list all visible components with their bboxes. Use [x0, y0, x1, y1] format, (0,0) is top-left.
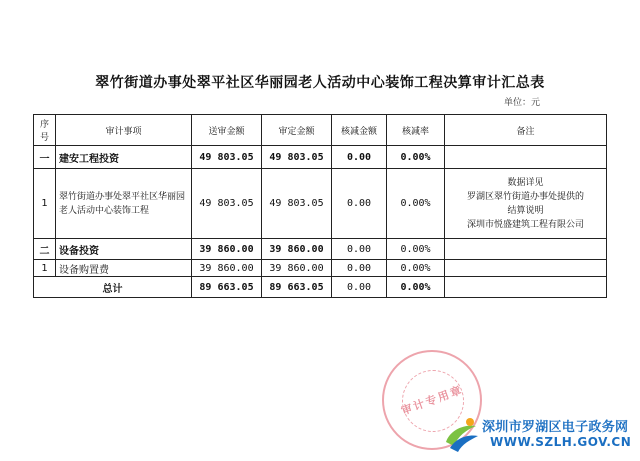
cell-item: 设备投资 [56, 239, 192, 260]
seal-text: 审计专用章 [399, 383, 465, 418]
remarks-line: 罗湖区翠竹街道办事处提供的 [466, 191, 584, 202]
szlh-logo-icon [440, 412, 482, 454]
cell-remarks [445, 239, 607, 260]
cell-remarks [445, 169, 607, 239]
cell-approved: 39 860.00 [262, 260, 332, 277]
cell-remarks [445, 277, 607, 298]
report-title: 翠竹街道办事处翠平社区华丽园老人活动中心装饰工程决算审计汇总表 [95, 75, 545, 91]
header-reduction: 核减金额 [332, 115, 387, 146]
cell-approved: 49 803.05 [262, 146, 332, 169]
remarks-line: 深圳市悦盛建筑工程有限公司 [466, 219, 584, 230]
table-row-total [34, 277, 607, 298]
cell-total-label: 总计 [34, 277, 192, 298]
table-row-equipment-section [34, 239, 607, 260]
cell-rate: 0.00% [387, 260, 445, 277]
cell-submitted: 39 860.00 [192, 260, 262, 277]
cell-seq: 1 [34, 169, 56, 239]
cell-rate: 0.00% [387, 146, 445, 169]
header-rate: 核减率 [387, 115, 445, 146]
unit-label: 单位：元 [504, 98, 541, 108]
cell-rate: 0.00% [387, 169, 445, 239]
table-header-row [34, 115, 607, 146]
table-row-decoration-project [34, 169, 607, 239]
audit-summary-table [33, 114, 607, 298]
cell-rate: 0.00% [387, 277, 445, 298]
cell-rate: 0.00% [387, 239, 445, 260]
header-approved: 审定金额 [262, 115, 332, 146]
header-seq: 序号 [34, 115, 56, 146]
cell-item: 设备购置费 [56, 260, 192, 277]
cell-reduction: 0.00 [332, 146, 387, 169]
cell-seq: 二 [34, 239, 56, 260]
cell-seq: 一 [34, 146, 56, 169]
cell-reduction: 0.00 [332, 260, 387, 277]
remarks-line: 数据详见 [507, 177, 544, 188]
cell-reduction: 0.00 [332, 239, 387, 260]
logo-site-url: WWW.SZLH.GOV.CN [490, 435, 632, 449]
cell-seq: 1 [34, 260, 56, 277]
logo-site-name: 深圳市罗湖区电子政务网 [482, 420, 629, 435]
table-row-equipment-purchase [34, 260, 607, 277]
cell-remarks [445, 260, 607, 277]
cell-reduction: 0.00 [332, 277, 387, 298]
cell-approved: 49 803.05 [262, 169, 332, 239]
cell-submitted: 49 803.05 [192, 146, 262, 169]
szlh-egov-logo [440, 412, 640, 460]
cell-submitted: 39 860.00 [192, 239, 262, 260]
cell-reduction: 0.00 [332, 169, 387, 239]
cell-approved: 39 860.00 [262, 239, 332, 260]
header-submitted: 送审金额 [192, 115, 262, 146]
header-item: 审计事项 [56, 115, 192, 146]
cell-approved: 89 663.05 [262, 277, 332, 298]
remarks-line: 结算说明 [507, 205, 544, 216]
cell-remarks [445, 146, 607, 169]
cell-submitted: 89 663.05 [192, 277, 262, 298]
cell-item: 建安工程投资 [56, 146, 192, 169]
cell-submitted: 49 803.05 [192, 169, 262, 239]
table-row-construction-section [34, 146, 607, 169]
header-remarks: 备注 [445, 115, 607, 146]
cell-item: 翠竹街道办事处翠平社区华丽园老人活动中心装饰工程 [56, 169, 192, 239]
